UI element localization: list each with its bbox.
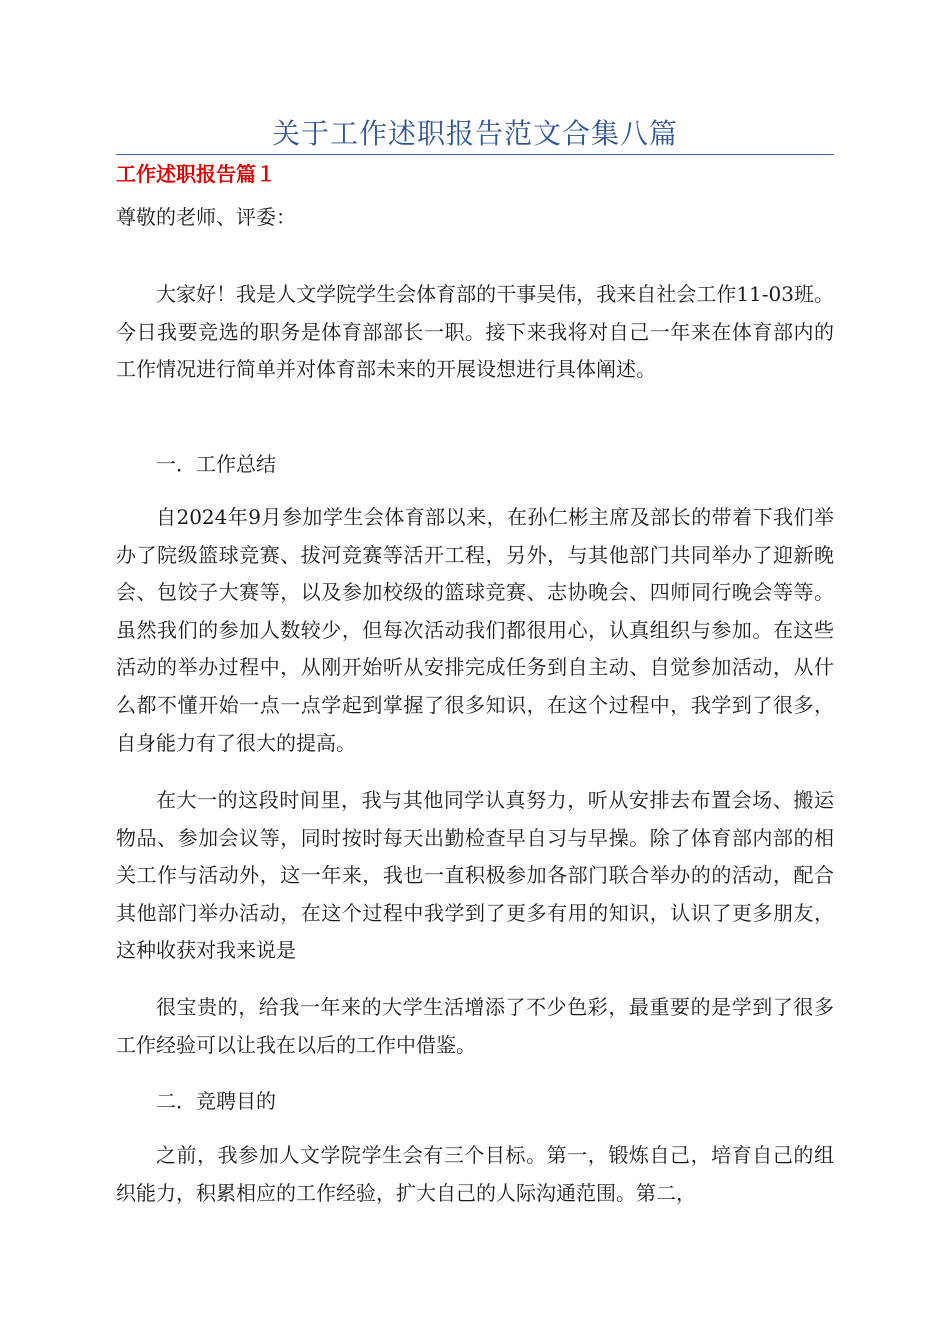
heading-work-summary: 一．工作总结 [156, 452, 276, 476]
paragraph-freshman-year: 在大一的这段时间里，我与其他同学认真努力，听从安排去布置会场、搬运物品、参加会议等，同时按时每天出勤检查早自习与早操。除了体育部内部的相关工作与活动外，这一年来，我也一直积极参加各部门联合举办的的活动，配合其他部门举办活动，在这个过程中我学到了更多有用的知识，认识了更多朋友，这种收获对我来说是 [116, 788, 834, 963]
paragraph-summary: 自2024年9月参加学生会体育部以来，在孙仁彬主席及部长的带着下我们举办了院级篮球竞赛、拔河竞赛等活开工程，另外，与其他部门共同举办了迎新晚会、包饺子大赛等，以及参加校级的篮球竞赛、志协晚会、四师同行晚会等等。虽然我们的参加人数较少，但每次活动我们都很用心，认真组织与参加。在这些活动的举办过程中，从刚开始听从安排完成任务到自主动、自觉参加活动，从什么都不懂开始一点一点学起到掌握了很多知识，在这个过程中，我学到了很多，自身能力有了很大的提高。 [116, 505, 834, 755]
salutation: 尊敬的老师、评委： [116, 205, 296, 229]
paragraph-valuable: 很宝贵的，给我一年来的大学生活增添了不少色彩，最重要的是学到了很多工作经验可以让我在以后的工作中借鉴。 [116, 995, 834, 1057]
document-title: 关于工作述职报告范文合集八篇 [271, 117, 678, 150]
heading-purpose: 二．竞聘目的 [156, 1089, 276, 1113]
paragraph-intro: 大家好！我是人文学院学生会体育部的干事吴伟，我来自社会工作11-03班。今日我要竞选的职务是体育部部长一职。接下来我将对自己一年来在体育部内的工作情况进行简单并对体育部未来的开展设想进行具体阐述。 [116, 282, 834, 382]
paragraph-goals: 之前，我参加人文学院学生会有三个目标。第一，锻炼自己，培育自己的组织能力，积累相应的工作经验，扩大自己的人际沟通范围。第二， [116, 1143, 834, 1205]
title-underline [116, 154, 834, 155]
section-heading: 工作述职报告篇１ [116, 162, 276, 186]
